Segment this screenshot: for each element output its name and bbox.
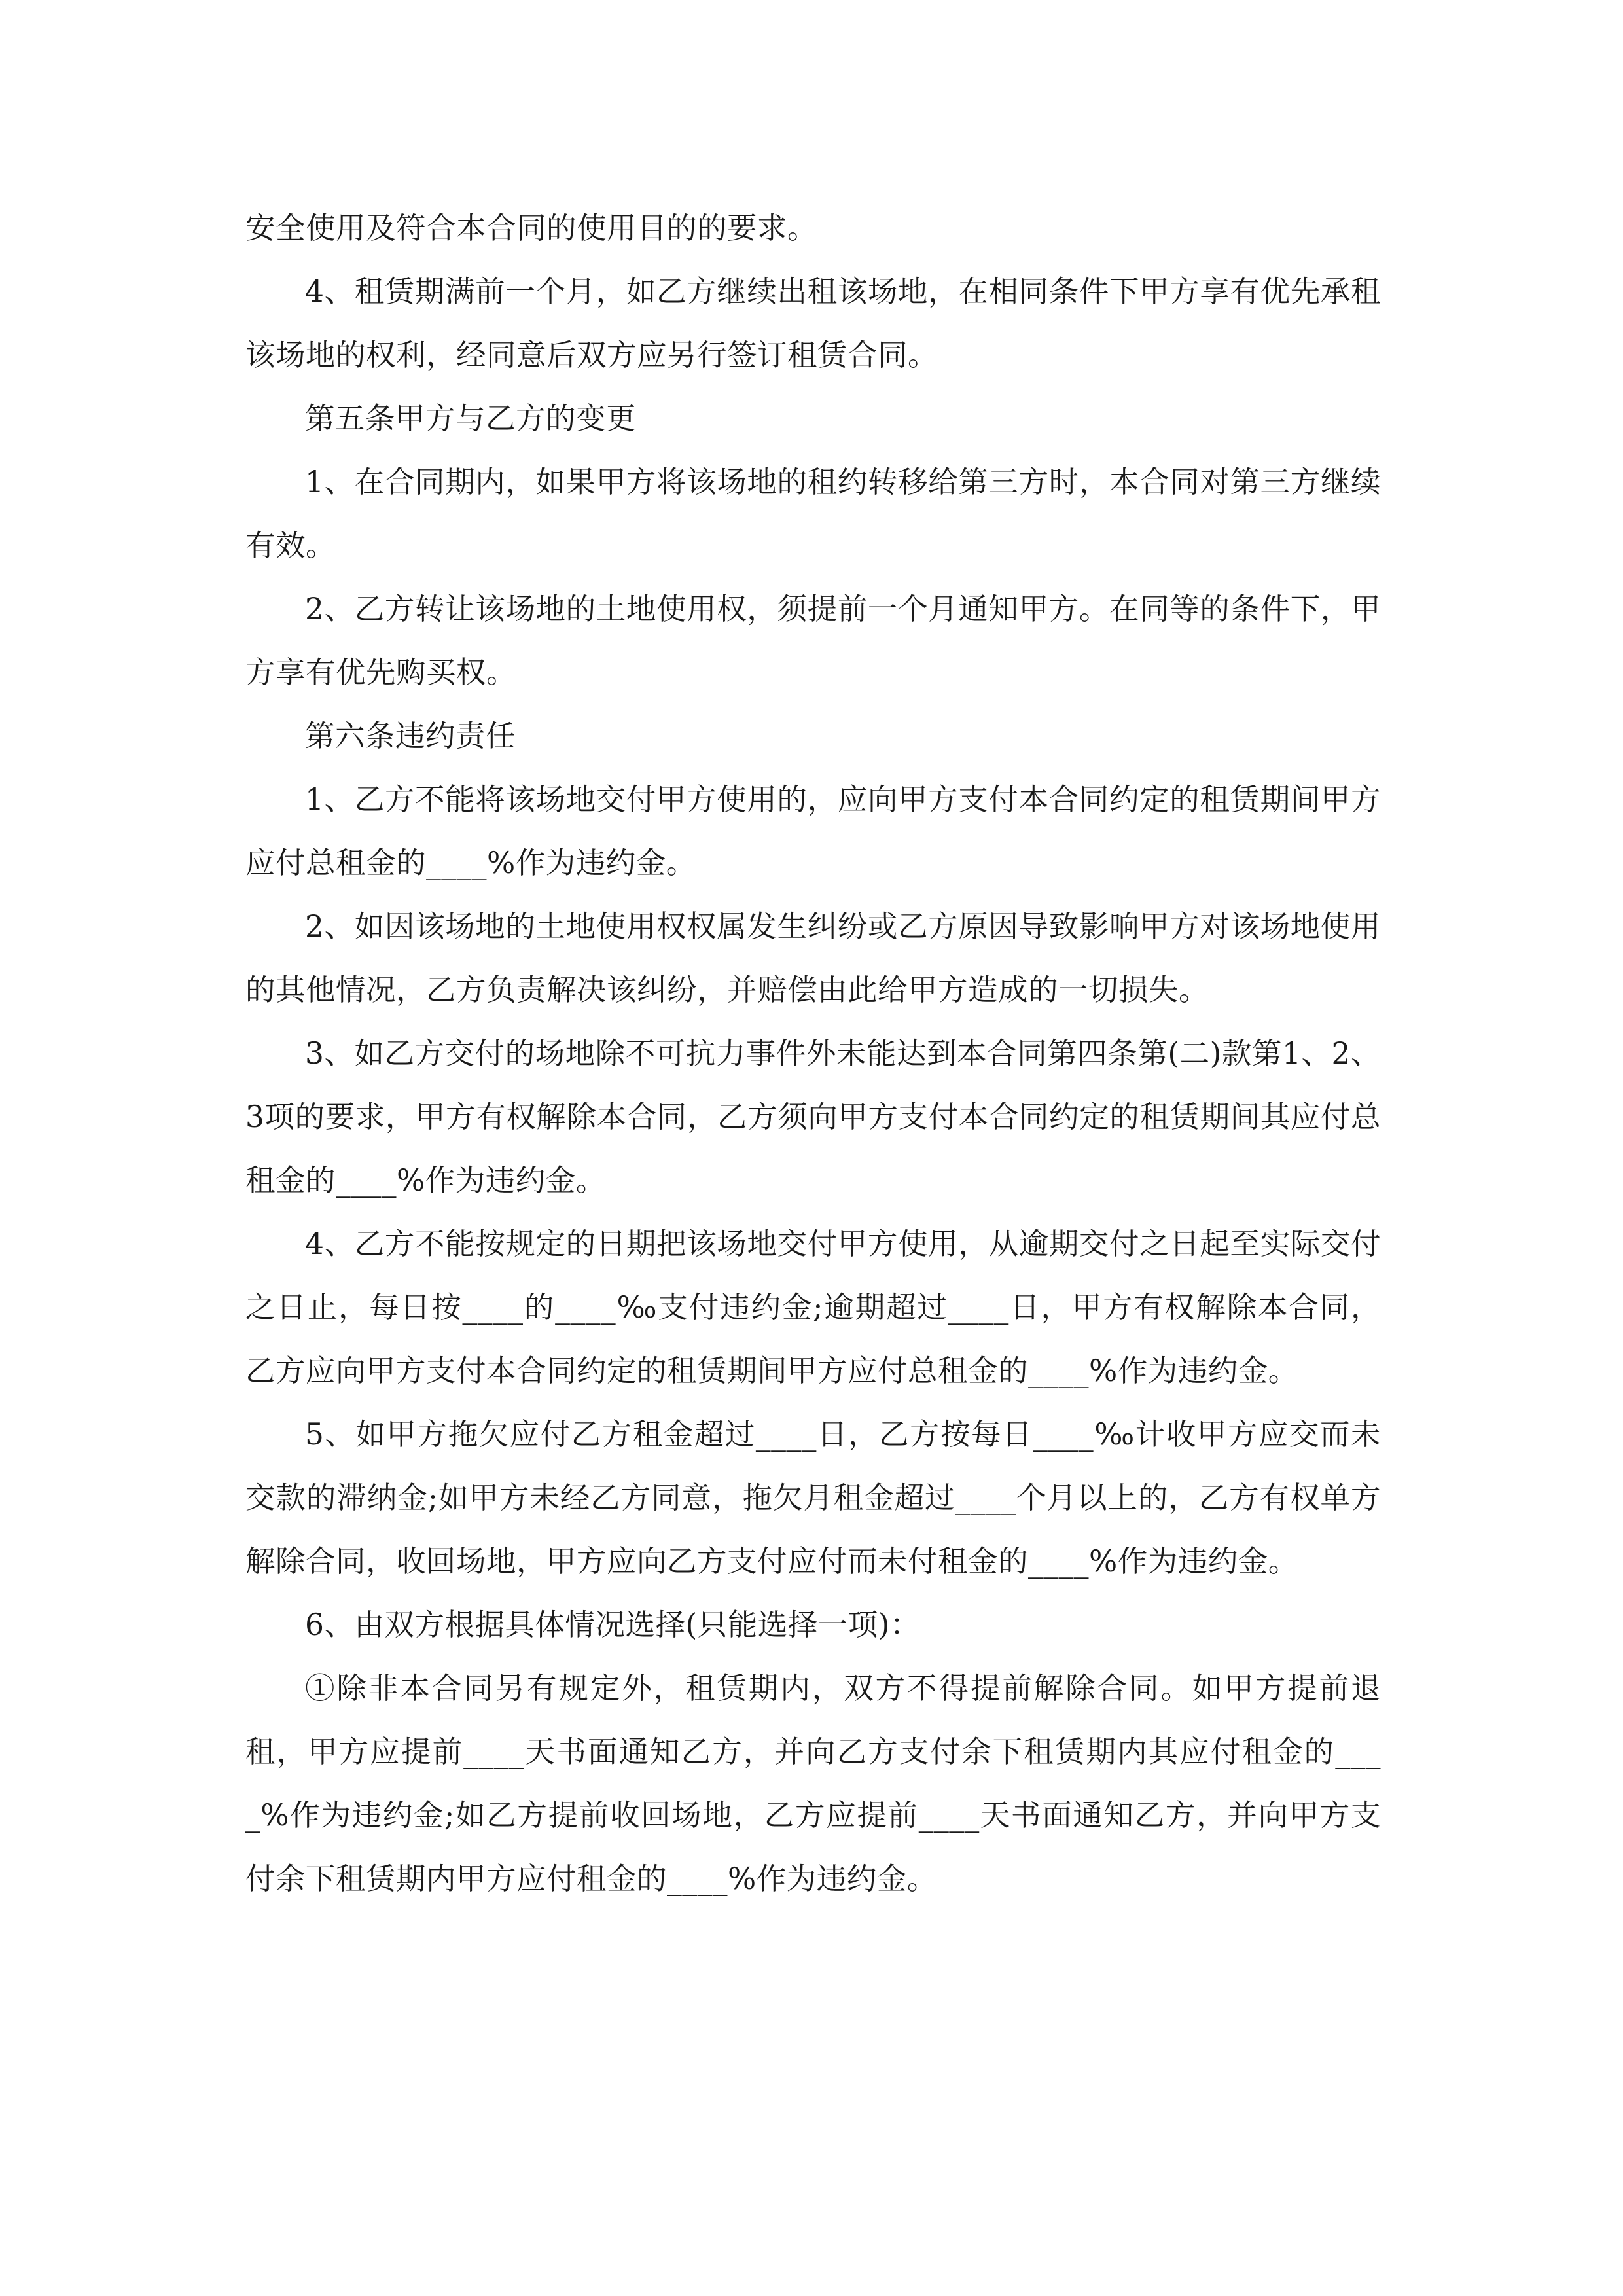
clause-item-3-requirements: 3、如乙方交付的场地除不可抗力事件外未能达到本合同第四条第(二)款第1、2、3项的要求，甲方有权解除本合同，乙方须向甲方支付本合同约定的租赁期间其应付总租金的____%作为违约金。 [245, 1036, 1381, 1198]
section-heading-6: 第六条违约责任 [305, 719, 516, 753]
paragraph-continuation: 安全使用及符合本合同的使用目的的要求。 [245, 211, 818, 245]
section-heading-5: 第五条甲方与乙方的变更 [305, 401, 637, 436]
clause-item-1-transfer: 1、在合同期内，如果甲方将该场地的租约转移给第三方时，本合同对第三方继续有效。 [245, 465, 1381, 563]
clause-option-1: ①除非本合同另有规定外，租赁期内，双方不得提前解除合同。如甲方提前退租，甲方应提前____天书面通知乙方，并向乙方支付余下租赁期内其应付租金的____%作为违约金;如乙方提前收回场地，乙方应提前____天书面通知乙方，并向甲方支付余下租赁期内甲方应付租金的____%作为违约金。 [245, 1671, 1381, 1896]
clause-item-5-late-rent: 5、如甲方拖欠应付乙方租金超过____日，乙方按每日____‰计收甲方应交而未交款的滞纳金;如甲方未经乙方同意，拖欠月租金超过____个月以上的，乙方有权单方解除合同，收回场地，甲方应向乙方支付应付而未付租金的____%作为违约金。 [245, 1417, 1381, 1579]
clause-item-2-dispute: 2、如因该场地的土地使用权权属发生纠纷或乙方原因导致影响甲方对该场地使用的其他情况，乙方负责解决该纠纷，并赔偿由此给甲方造成的一切损失。 [245, 909, 1381, 1007]
clause-item-1-delivery: 1、乙方不能将该场地交付甲方使用的，应向甲方支付本合同约定的租赁期间甲方应付总租金的____%作为违约金。 [245, 782, 1381, 880]
clause-item-4-late-delivery: 4、乙方不能按规定的日期把该场地交付甲方使用，从逾期交付之日起至实际交付之日止，每日按____的____‰支付违约金;逾期超过____日，甲方有权解除本合同，乙方应向甲方支付本合同约定的租赁期间甲方应付总租金的____%作为违约金。 [245, 1227, 1381, 1388]
clause-item-4-renewal: 4、租赁期满前一个月，如乙方继续出租该场地，在相同条件下甲方享有优先承租该场地的权利，经同意后双方应另行签订租赁合同。 [245, 274, 1381, 372]
document-page [245, 196, 1381, 1910]
clause-item-2-land-use: 2、乙方转让该场地的土地使用权，须提前一个月通知甲方。在同等的条件下，甲方享有优先购买权。 [245, 592, 1381, 690]
clause-item-6-choice: 6、由双方根据具体情况选择(只能选择一项)： [305, 1607, 920, 1642]
